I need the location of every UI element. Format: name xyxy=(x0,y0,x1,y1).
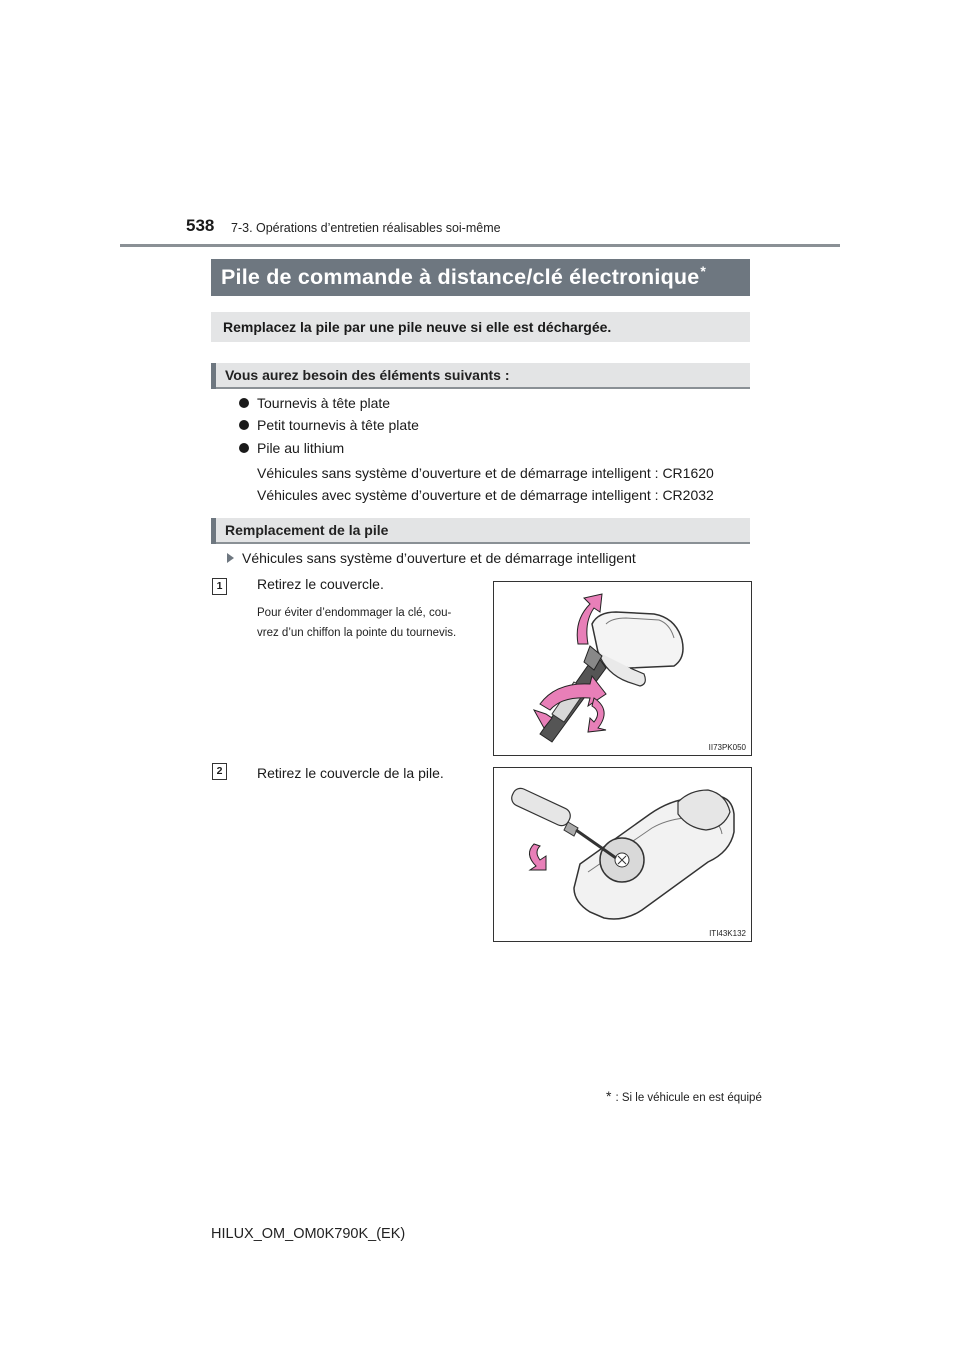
intro-box xyxy=(211,312,750,342)
key-screwdriver-illustration xyxy=(494,582,751,755)
list-item: Petit tournevis à tête plate xyxy=(239,417,419,433)
figure-remove-battery-cover xyxy=(493,767,752,942)
step-number: 1 xyxy=(212,578,227,595)
footnote-text: : Si le véhicule en est équipé xyxy=(615,1092,762,1104)
footnote-star: * xyxy=(606,1088,612,1104)
bullet-icon xyxy=(239,443,249,453)
list-item: Pile au lithium xyxy=(239,440,344,456)
page-title-text: Pile de commande à distance/clé électronique xyxy=(221,265,700,290)
page-title xyxy=(221,263,706,290)
footnote xyxy=(606,1088,762,1104)
figure-code: II73PK050 xyxy=(708,743,746,752)
section-path: 7-3. Opérations d’entretien réalisables soi-même xyxy=(231,221,501,235)
requirements-heading xyxy=(211,363,750,389)
step-number: 2 xyxy=(212,763,227,780)
triangle-arrow-icon xyxy=(227,553,234,563)
figure-code: ITI43K132 xyxy=(709,929,746,938)
variant-label: Véhicules sans système d’ouverture et de démarrage intelligent xyxy=(227,550,636,566)
battery-line: Véhicules sans système d’ouverture et de démarrage intelligent : CR1620 xyxy=(257,465,714,481)
replacement-heading-text: Remplacement de la pile xyxy=(225,522,389,538)
step-note: Pour éviter d’endommager la clé, cou- vrez d’un chiffon la pointe du tournevis. xyxy=(257,607,457,639)
requirements-heading-text: Vous aurez besoin des éléments suivants : xyxy=(225,367,510,383)
document-footer: HILUX_OM_OM0K790K_(EK) xyxy=(211,1226,406,1242)
list-item: Tournevis à tête plate xyxy=(239,395,390,411)
figure-open-key-cover xyxy=(493,581,752,756)
replacement-heading xyxy=(211,518,750,544)
battery-line: Véhicules avec système d’ouverture et de démarrage intelligent : CR2032 xyxy=(257,487,714,503)
page-number: 538 xyxy=(186,216,215,235)
intro-text: Remplacez la pile par une pile neuve si elle est déchargée. xyxy=(223,319,612,335)
step-text: Retirez le couvercle. xyxy=(257,576,384,592)
bullet-icon xyxy=(239,420,249,430)
header-rule xyxy=(120,244,840,247)
step-text: Retirez le couvercle de la pile. xyxy=(257,765,444,781)
title-footnote-star: * xyxy=(700,263,707,279)
bullet-icon xyxy=(239,398,249,408)
title-bar xyxy=(211,259,750,296)
battery-cover-illustration xyxy=(494,768,751,941)
